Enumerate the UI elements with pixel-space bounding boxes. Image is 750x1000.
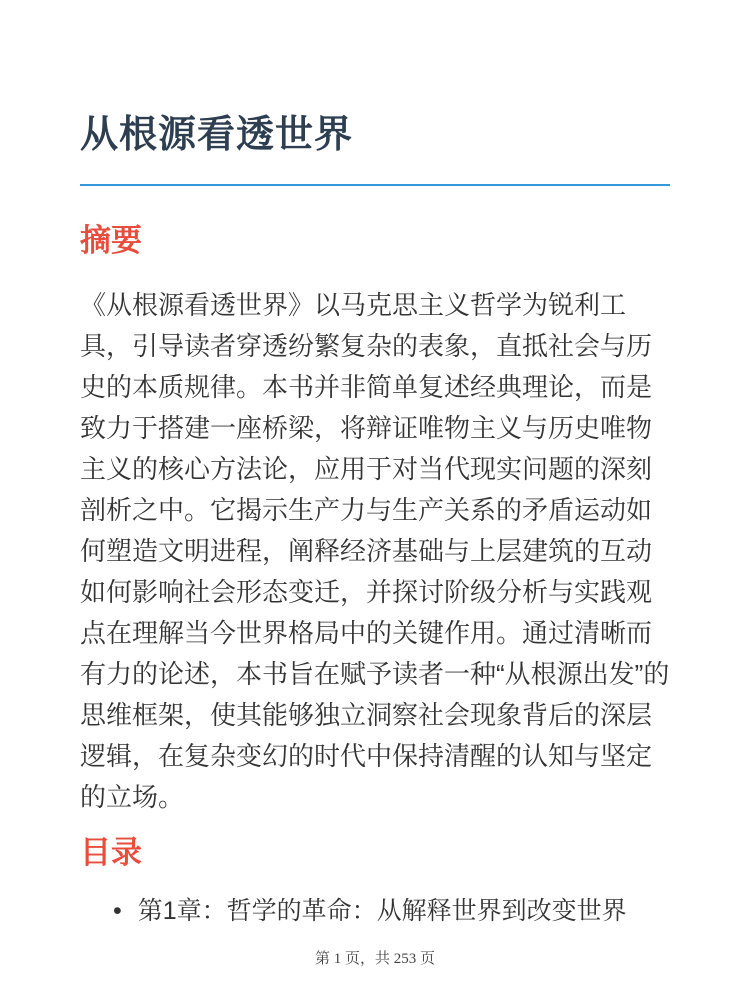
- toc-item-label: 第1章：哲学的革命：从解释世界到改变世界: [137, 896, 627, 925]
- page-title: 从根源看透世界: [80, 114, 354, 156]
- page-footer: 第 1 页，共 253 页: [314, 951, 435, 967]
- abstract-paragraph: 《从根源看透世界》以马克思主义哲学为锐利工具，引导读者穿透纷繁复杂的表象，直抵社会与历史的本质规律。本书并非简单复述经典理论，而是致力于搭建一座桥梁，将辩证唯物主义与历史唯物主义的核心方法论，应用于对当代现实问题的深刻剖析之中。它揭示生产力与生产关系的矛盾运动如何塑造文明进程，阐释经济基础与上层建筑的互动如何影响社会形态变迁，并探讨阶级分析与实践观点在理解当今世界格局中的关键作用。通过清晰而有力的论述，本书旨在赋予读者一种“从根源出发”的思维框架，使其能够独立洞察社会现象背后的深层逻辑，在复杂变幻的时代中保持清醒的认知与坚定的立场。: [80, 289, 670, 812]
- toc-heading: 目录: [80, 834, 142, 870]
- page-content: [80, 112, 670, 929]
- abstract-heading: 摘要: [80, 222, 142, 258]
- bullet-icon: •: [113, 896, 122, 925]
- title-divider: [80, 184, 670, 186]
- toc-list: [80, 895, 670, 929]
- toc-item: [80, 895, 670, 929]
